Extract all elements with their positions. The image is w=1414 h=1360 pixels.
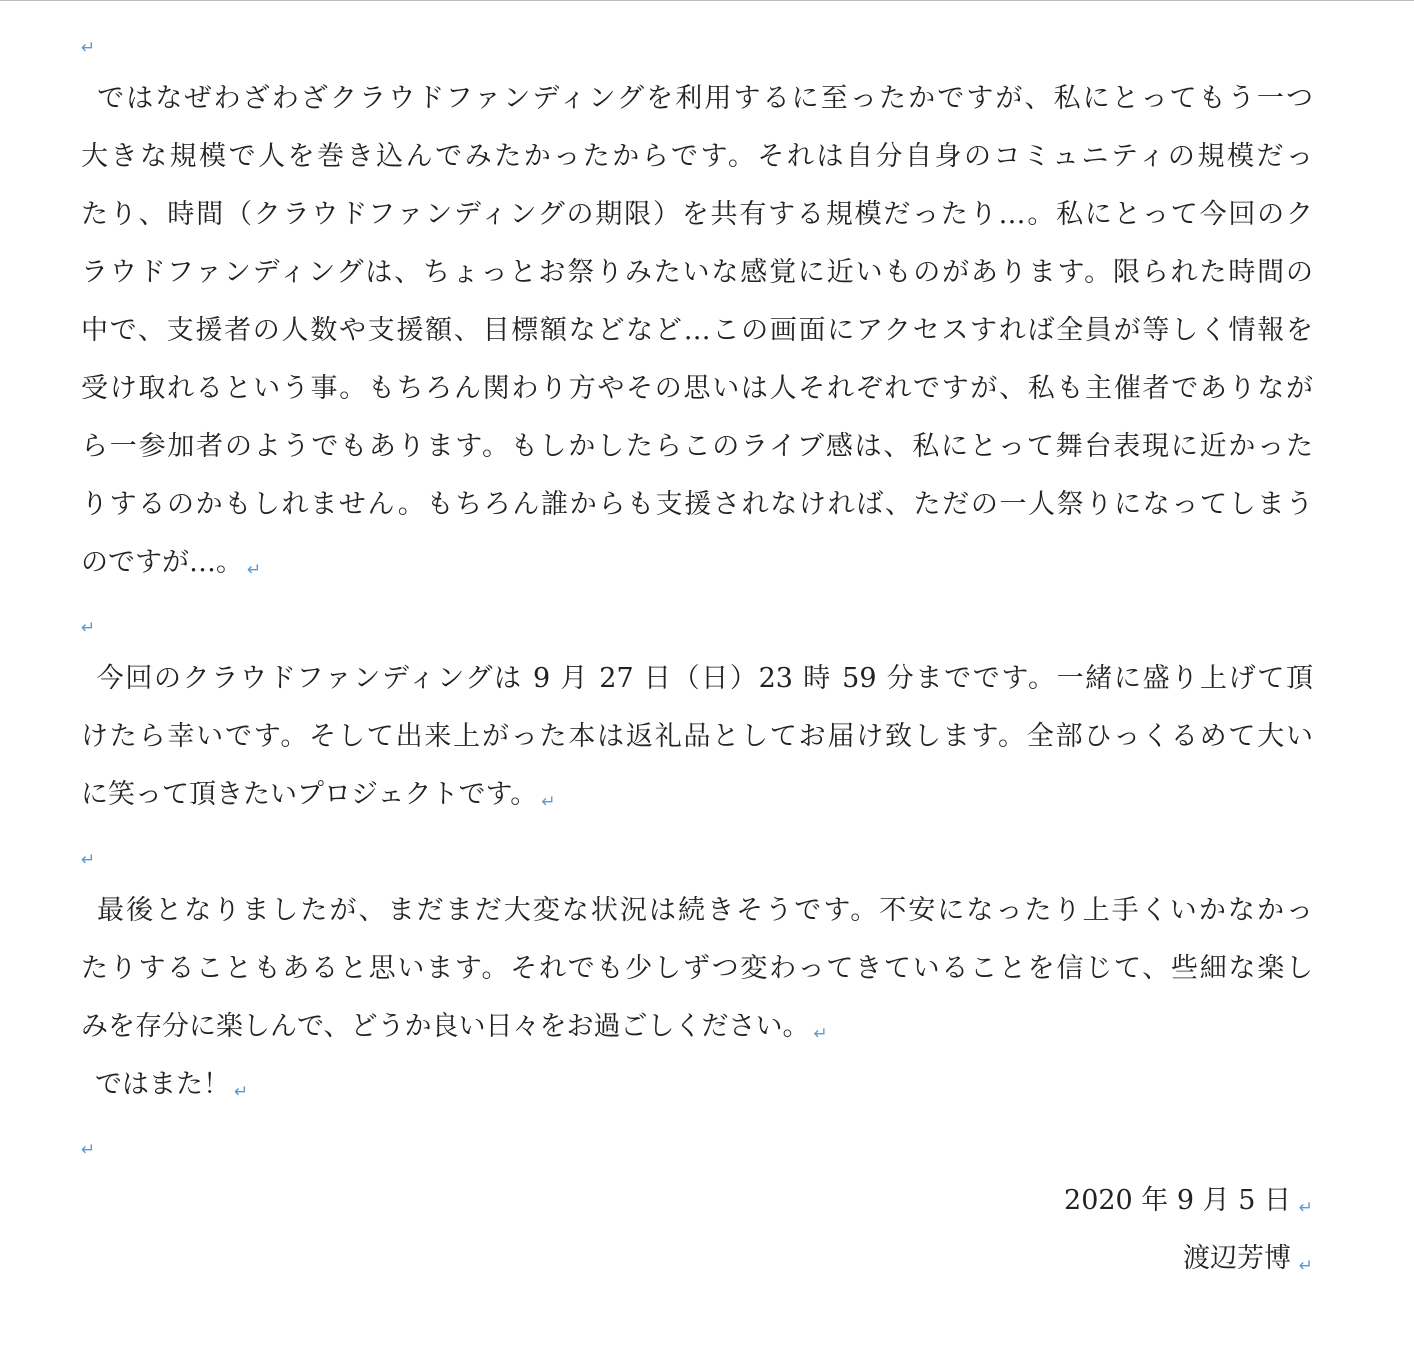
text-line [81,302,1313,360]
paragraph-mark-icon: ↵ [247,560,262,580]
page-top-border [0,0,1414,1]
text-line [81,998,1313,1056]
text-line [81,128,1313,186]
line-text: に笑って頂きたいプロジェクトです。 [81,779,538,810]
line-text: みを存分に楽しんで、どうか良い日々をお過ごしください。 [81,1011,810,1042]
line-text: 受け取れるという事。もちろん関わり方やその思いは人それぞれですが、私も主催者でありなが [81,373,1313,404]
line-text: のですが…。 [81,547,243,578]
signature-paragraph [81,1230,1313,1288]
line-text: たりすることもあると思います。それでも少しずつ変わってきていることを信じて、些細な楽し [81,953,1313,984]
line-text: ラウドファンディングは、ちょっとお祭りみたいな感覚に近いものがあります。限られた時間の [81,257,1313,288]
paragraph-mark-icon: ↵ [813,1024,828,1044]
text-line [81,476,1313,534]
empty-paragraph [81,12,1313,70]
paragraph-mark-icon: ↵ [541,792,556,812]
document-body [81,12,1313,1288]
text-paragraph [81,650,1313,824]
text-line [81,534,1313,592]
line-text: 渡辺芳博 [1183,1243,1291,1274]
line-text: たり、時間（クラウドファンディングの期限）を共有する規模だったり…。私にとって今回のク [81,199,1313,230]
paragraph-mark-icon: ↵ [81,1140,96,1160]
line-text: ではまた！ [95,1069,230,1100]
line-text: ではなぜわざわざクラウドファンディングを利用するに至ったかですが、私にとってもう一つ [95,83,1313,114]
line-text: りするのかもしれません。もちろん誰からも支援されなければ、ただの一人祭りになってしまう [81,489,1313,520]
empty-paragraph [81,824,1313,882]
text-line [81,1056,1313,1114]
paragraph-mark-icon: ↵ [1298,1256,1313,1276]
line-text: ら一参加者のようでもあります。もしかしたらこのライブ感は、私にとって舞台表現に近かった [81,431,1313,462]
paragraph-mark-icon: ↵ [1298,1198,1313,1218]
text-line [81,766,1313,824]
paragraph-mark-icon: ↵ [81,850,96,870]
line-text: 今回のクラウドファンディングは 9 月 27 日（日）23 時 59 分までです。一緒に盛り上げて頂 [95,663,1313,694]
line-text: 中で、支援者の人数や支援額、目標額などなど…この画面にアクセスすれば全員が等しく情報を [81,315,1313,346]
text-line [81,882,1313,940]
text-line [81,244,1313,302]
text-line [81,1230,1313,1288]
empty-paragraph [81,1114,1313,1172]
text-line [81,708,1313,766]
paragraph-mark-icon: ↵ [81,38,96,58]
line-text: 大きな規模で人を巻き込んでみたかったからです。それは自分自身のコミュニティの規模だっ [81,141,1313,172]
line-text: けたら幸いです。そして出来上がった本は返礼品としてお届け致します。全部ひっくるめて大い [81,721,1313,752]
line-text: 2020 年 9 月 5 日 [1064,1185,1291,1216]
paragraph-mark-icon: ↵ [234,1082,249,1102]
text-paragraph [81,882,1313,1056]
text-line [81,418,1313,476]
text-line [81,1172,1313,1230]
text-paragraph [81,1056,1313,1114]
text-line [81,650,1313,708]
signature-paragraph [81,1172,1313,1230]
text-line [81,70,1313,128]
text-line [81,360,1313,418]
text-line [81,186,1313,244]
line-text: 最後となりましたが、まだまだ大変な状況は続きそうです。不安になったり上手くいかなかっ [95,895,1313,926]
text-line [81,940,1313,998]
paragraph-mark-icon: ↵ [81,618,96,638]
text-paragraph [81,70,1313,592]
empty-paragraph [81,592,1313,650]
